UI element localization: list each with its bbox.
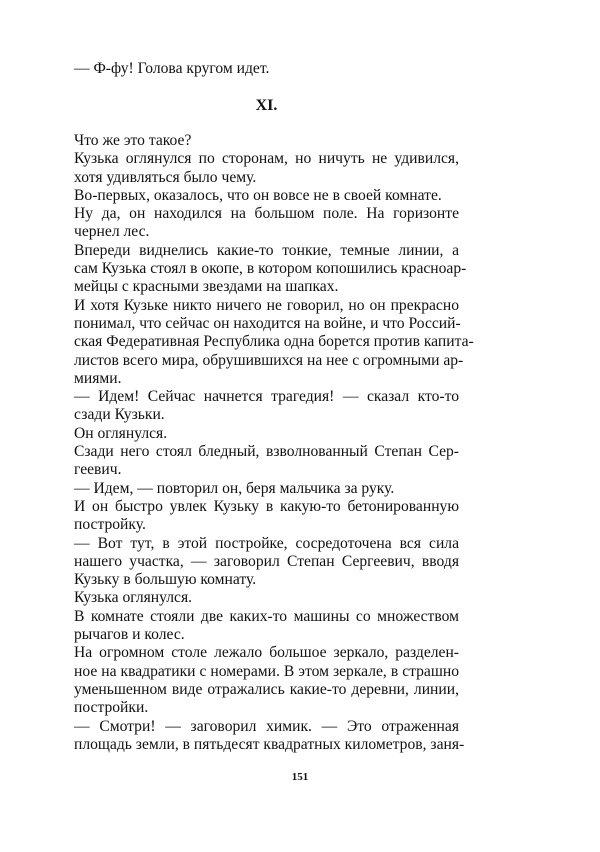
text-line: На огромном столе лежало большое зеркало, разделен- xyxy=(74,644,459,662)
text-line: И он быстро увлек Кузьку в какую-то бетонированную xyxy=(74,497,459,515)
text-line: Впереди виднелись какие-то тонкие, темные линии, а xyxy=(74,241,459,259)
text-line: сзади Кузьки. xyxy=(74,406,165,424)
text-line: площадь земли, в пятьдесят квадратных километров, заня- xyxy=(74,735,465,753)
opening-paragraph xyxy=(74,60,459,78)
text-line: постройки. xyxy=(74,699,149,717)
text-line: чернел лес. xyxy=(74,223,150,241)
text-line: Кузьку в большую комнату. xyxy=(74,571,257,589)
text-line: хотя удивляться было чему. xyxy=(74,168,257,186)
text-line: И хотя Кузьке никто ничего не говорил, но он прекрасно xyxy=(74,296,459,314)
text-line: миями. xyxy=(74,369,122,387)
text-line: — Вот тут, в этой постройке, сосредоточена вся сила xyxy=(74,534,459,552)
text-line: — Идем, — повторил он, беря мальчика за руку. xyxy=(74,479,395,497)
page-number: 151 xyxy=(291,771,309,783)
text-line: В комнате стояли две каких-то машины со множеством xyxy=(74,607,459,625)
text-line: мейцы с красными звездами на шапках. xyxy=(74,278,339,296)
text-line: понимал, что сейчас он находится на войне, и что Россий- xyxy=(74,314,461,332)
text-line: Он оглянулся. xyxy=(74,424,168,442)
text-line: постройку. xyxy=(74,516,146,534)
text-line: листов всего мира, обрушившихся на нее с огромными ар- xyxy=(74,351,464,369)
text-line: — Идем! Сейчас начнется трагедия! — сказал кто-то xyxy=(74,388,459,406)
text-line: рычагов и колес. xyxy=(74,626,185,644)
text-line: — Смотри! — заговорил химик. — Это отраженная xyxy=(74,717,459,735)
text-line: Сзади него стоял бледный, взволнованный Степан Сер- xyxy=(74,443,459,461)
text-line: Во-первых, оказалось, что он вовсе не в своей комнате. xyxy=(74,186,442,204)
opening-line: — Ф-фу! Голова кругом идет. xyxy=(74,60,270,77)
text-line: Ну да, он находился на большом поле. На горизонте xyxy=(74,205,459,223)
chapter-body xyxy=(74,132,474,754)
text-line: Что же это такое? xyxy=(74,132,192,149)
text-line: нашего участка, — заговорил Степан Сергеевич, вводя xyxy=(74,552,459,570)
text-line: Кузька оглянулся по сторонам, но ничуть не удивился, xyxy=(74,150,459,168)
chapter-heading: XI. xyxy=(255,97,278,114)
text-line: Кузька оглянулся. xyxy=(74,589,193,607)
text-line: уменьшенном виде отражались какие-то деревни, линии, xyxy=(74,680,459,698)
text-line: сам Кузька стоял в окопе, в котором копошились красноар- xyxy=(74,260,467,278)
text-line: ное на квадратики с номерами. В этом зеркале, в страшно xyxy=(74,662,459,680)
text-line: ская Федеративная Республика одна борется против капита- xyxy=(74,333,474,351)
text-line: геевич. xyxy=(74,461,122,479)
